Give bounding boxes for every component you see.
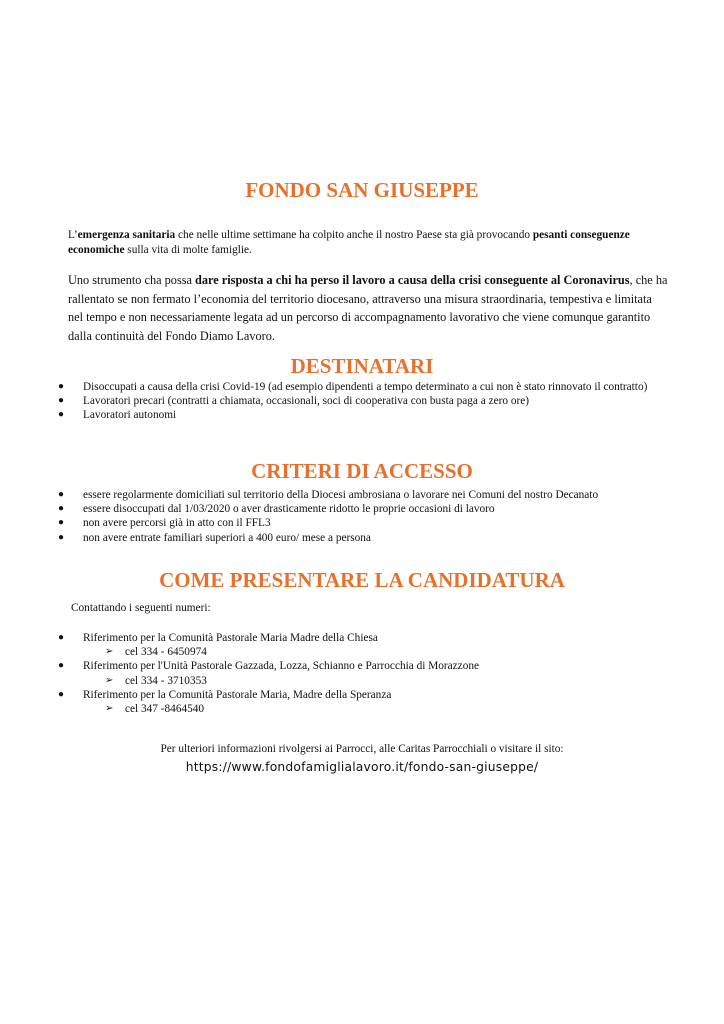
list-item <box>58 531 658 545</box>
intro-paragraph-2 <box>68 271 668 345</box>
phone-line <box>83 645 658 659</box>
phone-line <box>83 702 658 716</box>
bullet-dot-icon: ● <box>58 688 65 700</box>
arrowhead-icon: ➢ <box>105 646 114 658</box>
list-item <box>58 488 658 502</box>
destinatari-list <box>58 380 658 423</box>
list-item <box>58 688 658 716</box>
bold-span: dare risposta a chi ha perso il lavoro a causa della crisi conseguente al Coronavirus <box>195 273 630 287</box>
list-item-text: Lavoratori autonomi <box>83 409 177 422</box>
phone-number: cel 347 -8464540 <box>125 703 205 716</box>
list-item-text: essere regolarmente domiciliati sul territorio della Diocesi ambrosiana o lavorare nei Comuni del nostro Decanato <box>83 489 599 501</box>
contact-note: Contattando i seguenti numeri: <box>71 602 211 614</box>
page-title: FONDO SAN GIUSEPPE <box>245 178 479 202</box>
bullet-dot-icon: ● <box>58 381 65 392</box>
list-item <box>58 408 658 422</box>
section-heading-destinatari: DESTINATARI <box>290 354 434 378</box>
bullet-dot-icon: ● <box>58 517 65 529</box>
list-item-text: non avere entrate familiari superiori a 400 euro/ mese a persona <box>83 531 371 544</box>
list-item-text: non avere percorsi già in atto con il FFL3 <box>83 517 271 530</box>
phone-number: cel 334 - 6450974 <box>125 646 207 659</box>
text-span: che nelle ultime settimane ha colpito anche il nostro Paese sta già provocando <box>175 229 533 241</box>
bullet-dot-icon: ● <box>58 489 65 500</box>
list-item-text: Disoccupati a causa della crisi Covid-19 (ad esempio dipendenti a tempo determinato a cui non è stato rinnovato il contratto) <box>83 381 648 393</box>
phone-line <box>83 674 658 688</box>
reference-list <box>58 631 658 716</box>
list-item <box>58 516 658 530</box>
text-span: Uno strumento cha possa <box>68 273 196 287</box>
reference-label: Riferimento per la Comunità Pastorale Maria, Madre della Speranza <box>83 688 392 701</box>
reference-label: Riferimento per la Comunità Pastorale Maria Madre della Chiesa <box>83 632 378 644</box>
bullet-dot-icon: ● <box>58 395 65 407</box>
text-span: L’ <box>68 229 78 241</box>
bullet-dot-icon: ● <box>58 409 65 421</box>
website-link[interactable]: https://www.fondofamiglialavoro.it/fondo-san-giuseppe/ <box>185 760 539 774</box>
bold-span: emergenza sanitaria <box>77 229 176 241</box>
list-item <box>58 631 658 659</box>
bold-span: pesanti conseguenze economiche <box>68 229 630 256</box>
list-item-text: essere disoccupati dal 1/03/2020 o aver drasticamente ridotto le proprie occasioni di lavoro <box>83 503 495 516</box>
intro-paragraph-1 <box>68 228 658 257</box>
list-item-text: Lavoratori precari (contratti a chiamata, occasionali, soci di cooperativa con busta paga a zero ore) <box>83 395 530 408</box>
list-item <box>58 659 658 687</box>
section-heading-candidatura: COME PRESENTARE LA CANDIDATURA <box>159 568 565 592</box>
criteri-list <box>58 488 658 545</box>
reference-label: Riferimento per l'Unità Pastorale Gazzada, Lozza, Schianno e Parrocchia di Morazzone <box>83 660 480 673</box>
section-heading-criteri: CRITERI DI ACCESSO <box>251 459 473 483</box>
phone-number: cel 334 - 3710353 <box>125 674 207 687</box>
bullet-dot-icon: ● <box>58 632 65 643</box>
text-span: sulla vita di molte famiglie. <box>124 243 252 256</box>
bullet-dot-icon: ● <box>58 531 65 543</box>
footer-info: Per ulteriori informazioni rivolgersi ai Parrocci, alle Caritas Parrocchiali o visitare il sito: <box>160 743 564 755</box>
text-span: , che ha rallentato se non fermato l’economia del territorio diocesano, attraverso una misura straordinaria, tempestiva e limitata nel tempo e non necessariamente legata ad un percorso di accompagnamento lavorativo che viene comunque garantito dalla continuità del Fondo Diamo Lavoro. <box>68 273 668 343</box>
bullet-dot-icon: ● <box>58 503 65 515</box>
arrowhead-icon: ➢ <box>105 703 114 715</box>
bullet-dot-icon: ● <box>58 660 65 672</box>
arrowhead-icon: ➢ <box>105 674 114 686</box>
list-item <box>58 394 658 408</box>
list-item <box>58 502 658 516</box>
list-item <box>58 380 658 394</box>
